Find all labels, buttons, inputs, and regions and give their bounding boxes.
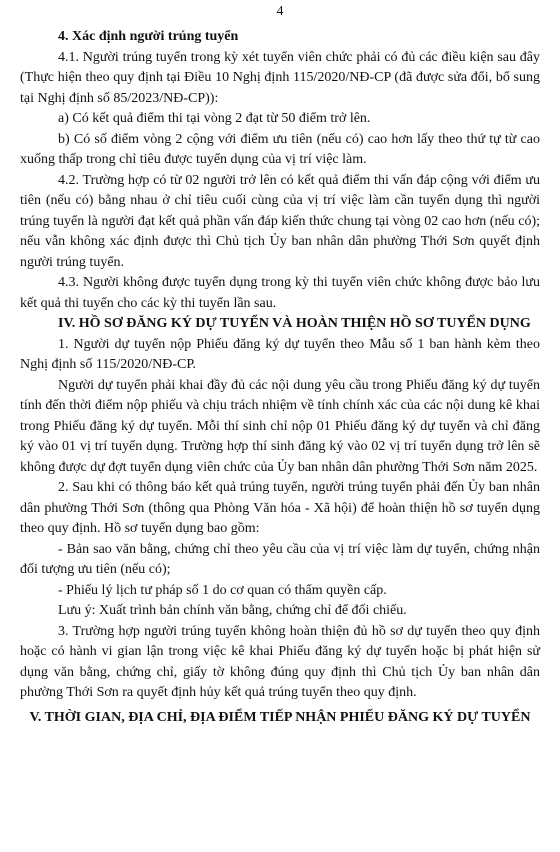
para-4-1-b: b) Có số điểm vòng 2 cộng với điểm ưu tiên (nếu có) cao hơn lấy theo thứ tự từ cao xuống thấp trong chỉ tiêu được tuyển dụng của vị trí việc làm. — [20, 131, 540, 167]
heading-4: 4. Xác định người trúng tuyển — [58, 29, 239, 44]
document-body — [20, 27, 540, 728]
para-4-1: 4.1. Người trúng tuyển trong kỳ xét tuyển viên chức phải có đủ các điều kiện sau đây (Thực hiện theo quy định tại Điều 10 Nghị định 115/2020/NĐ-CP (đã được sửa đổi, bổ sung tại Nghị định số 85/2023/NĐ-CP)): — [20, 49, 540, 106]
para-iv-2: 2. Sau khi có thông báo kết quả trúng tuyển, người trúng tuyển phải đến Ủy ban nhân dân phường Thới Sơn (thông qua Phòng Văn hóa - Xã hội) để hoàn thiện hồ sơ tuyển dụng theo quy định. Hồ sơ tuyển dụng bao gồm: — [20, 480, 540, 536]
para-iv-3: 3. Trường hợp người trúng tuyển không hoàn thiện đủ hồ sơ dự tuyển theo quy định hoặc có hành vi gian lận trong việc kê khai Phiếu đăng ký dự tuyển hoặc bị phát hiện sử dụng văn bằng, chứng chỉ, giấy tờ không đúng quy định thì Chủ tịch Ủy ban nhân dân phường Thới Sơn ra quyết định hủy kết quả trúng tuyển theo quy định. — [20, 623, 540, 700]
para-iv-2-note: Lưu ý: Xuất trình bản chính văn bằng, chứng chỉ để đối chiếu. — [58, 603, 407, 618]
para-4-1-a: a) Có kết quả điểm thi tại vòng 2 đạt từ 50 điểm trở lên. — [58, 111, 371, 126]
section-v-title: V. THỜI GIAN, ĐỊA CHỈ, ĐỊA ĐIỂM TIẾP NHẬN PHIẾU ĐĂNG KÝ DỰ TUYỂN — [29, 709, 531, 725]
para-4-3: 4.3. Người không được tuyển dụng trong kỳ thi tuyển viên chức không được bảo lưu kết quả thi tuyển cho các kỳ thi tuyển lần sau. — [20, 275, 540, 311]
para-iv-1-detail: Người dự tuyển phải khai đầy đủ các nội dung yêu cầu trong Phiếu đăng ký dự tuyển tính đến thời điểm nộp phiếu và chịu trách nhiệm về tính chính xác của các nội dung kê khai trong Phiếu đăng ký dự tuyển. Mỗi thí sinh chỉ nộp 01 Phiếu đăng ký dự tuyển và chỉ đăng ký vào 01 vị trí tuyển dụng. Trường hợp thí sinh đăng ký vào 02 vị trí tuyển dụng trở lên sẽ không được dự đợt tuyển dụng viên chức của Ủy ban nhân dân phường Thới Sơn năm 2025. — [20, 377, 540, 475]
section-iv-title: IV. HỒ SƠ ĐĂNG KÝ DỰ TUYỂN VÀ HOÀN THIỆN HỒ SƠ TUYỂN DỤNG — [58, 316, 531, 331]
para-4-2: 4.2. Trường hợp có từ 02 người trở lên có kết quả điểm thi vấn đáp cộng với điểm ưu tiên (nếu có) bằng nhau ở chỉ tiêu cuối cùng của vị trí việc làm cần tuyển dụng thì người trúng tuyển là người đạt kết quả phần vấn đáp kiến thức chung tại vòng 02 cao hơn (nếu có); nếu vẫn không xác định được thì Chủ tịch Ủy ban nhân dân phường Thới Sơn quyết định người trúng tuyển. — [20, 172, 540, 270]
para-iv-1: 1. Người dự tuyển nộp Phiếu đăng ký dự tuyển theo Mẫu số 1 ban hành kèm theo Nghị định số 115/2020/NĐ-CP. — [20, 336, 540, 372]
para-iv-2-item-2: - Phiếu lý lịch tư pháp số 1 do cơ quan có thẩm quyền cấp. — [58, 582, 387, 598]
page-number: 4 — [276, 4, 284, 19]
para-iv-2-item-1: - Bản sao văn bằng, chứng chỉ theo yêu cầu của vị trí việc làm dự tuyển, chứng nhận đối tượng ưu tiên (nếu có); — [20, 541, 540, 577]
